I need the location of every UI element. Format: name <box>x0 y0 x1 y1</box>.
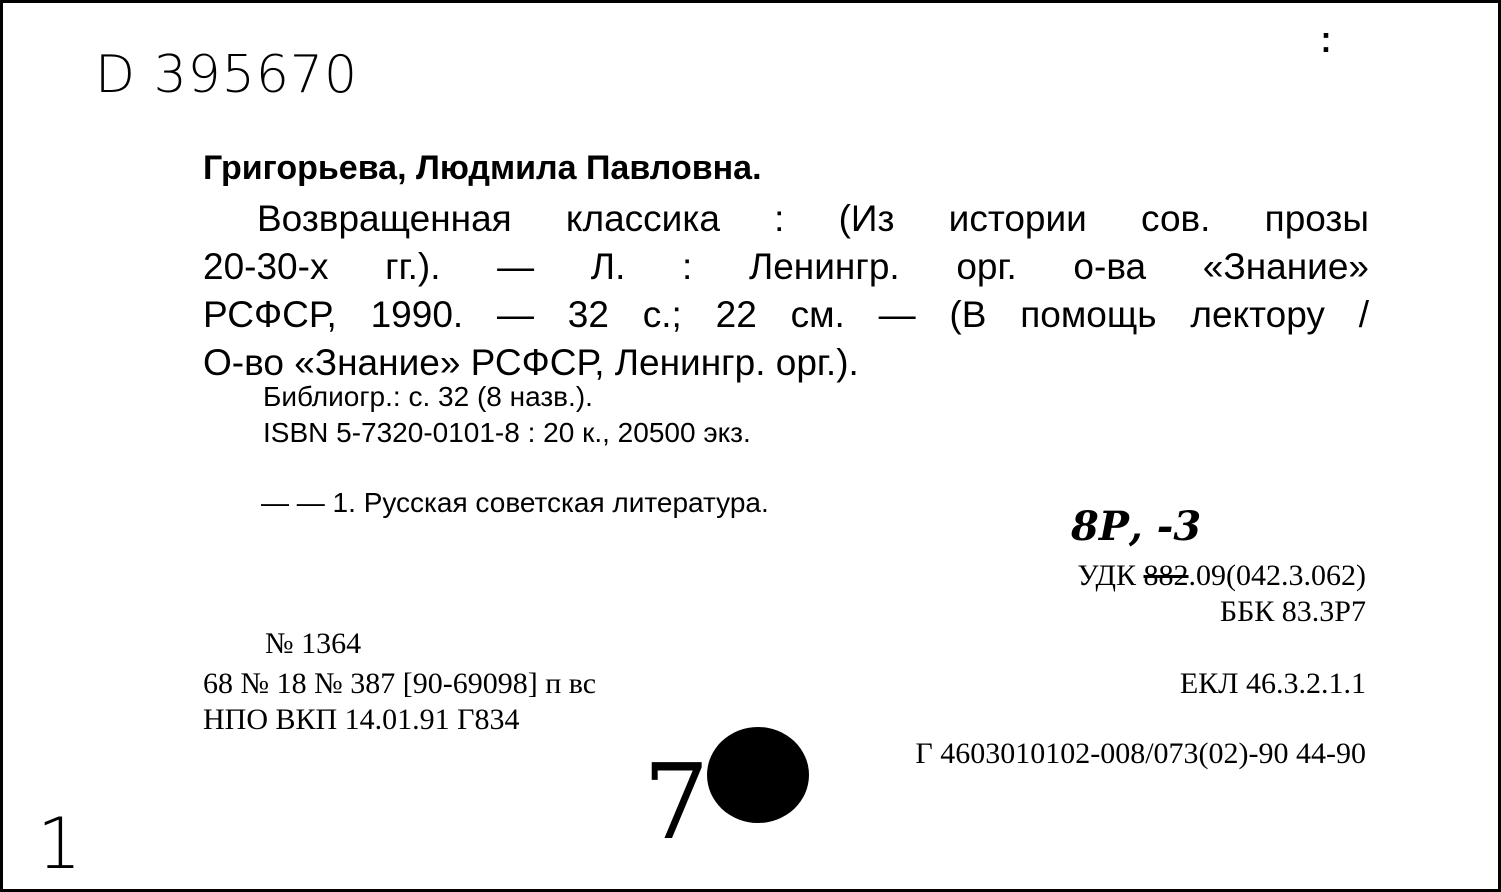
udk-rest: .09(042.3.062) <box>1188 559 1366 592</box>
bibliography-note: Библиогр.: с. 32 (8 назв.). <box>263 381 593 412</box>
call-number: D 395670 <box>95 45 359 105</box>
subject-heading: — — 1. Русская советская литература. <box>261 487 769 518</box>
order-number: № 1364 <box>265 627 362 660</box>
description-line: Возвращенная классика : (Из истории сов. прозы <box>257 198 1369 239</box>
handwritten-one: 1 <box>37 803 82 885</box>
npo-line: НПО ВКП 14.01.91 Г834 <box>203 703 520 736</box>
punch-hole-dot <box>707 727 809 823</box>
bbk-code: ББК 83.3Р7 <box>1219 595 1366 628</box>
handwritten-classification: 8Р, -3 <box>1071 503 1202 550</box>
isbn-line: ISBN 5-7320-0101-8 : 20 к., 20500 экз. <box>263 417 751 448</box>
description-line: РСФСР, 1990. — 32 с.; 22 см. — (В помощь лектору / <box>203 294 1369 335</box>
title-description <box>203 195 1369 387</box>
ekl-code: ЕКЛ 46.3.2.1.1 <box>1179 667 1366 700</box>
g-code: Г 4603010102-008/073(02)-90 44-90 <box>915 737 1366 770</box>
handwritten-seven: 7 <box>643 741 710 863</box>
udk-label: УДК <box>1077 559 1144 592</box>
udk-struck-digits: 882 <box>1143 559 1189 592</box>
udk-code <box>1077 559 1366 593</box>
description-line: О-во «Знание» РСФСР, Ленингр. орг.). <box>203 342 859 383</box>
print-info-line: 68 № 18 № 387 [90-69098] п вс <box>203 667 597 700</box>
description-line: 20-30-х гг.). — Л. : Ленингр. орг. о-ва «Знание» <box>203 246 1369 287</box>
author-heading: Григорьева, Людмила Павловна. <box>203 149 762 187</box>
corner-mark: ⁚ <box>1321 29 1331 59</box>
